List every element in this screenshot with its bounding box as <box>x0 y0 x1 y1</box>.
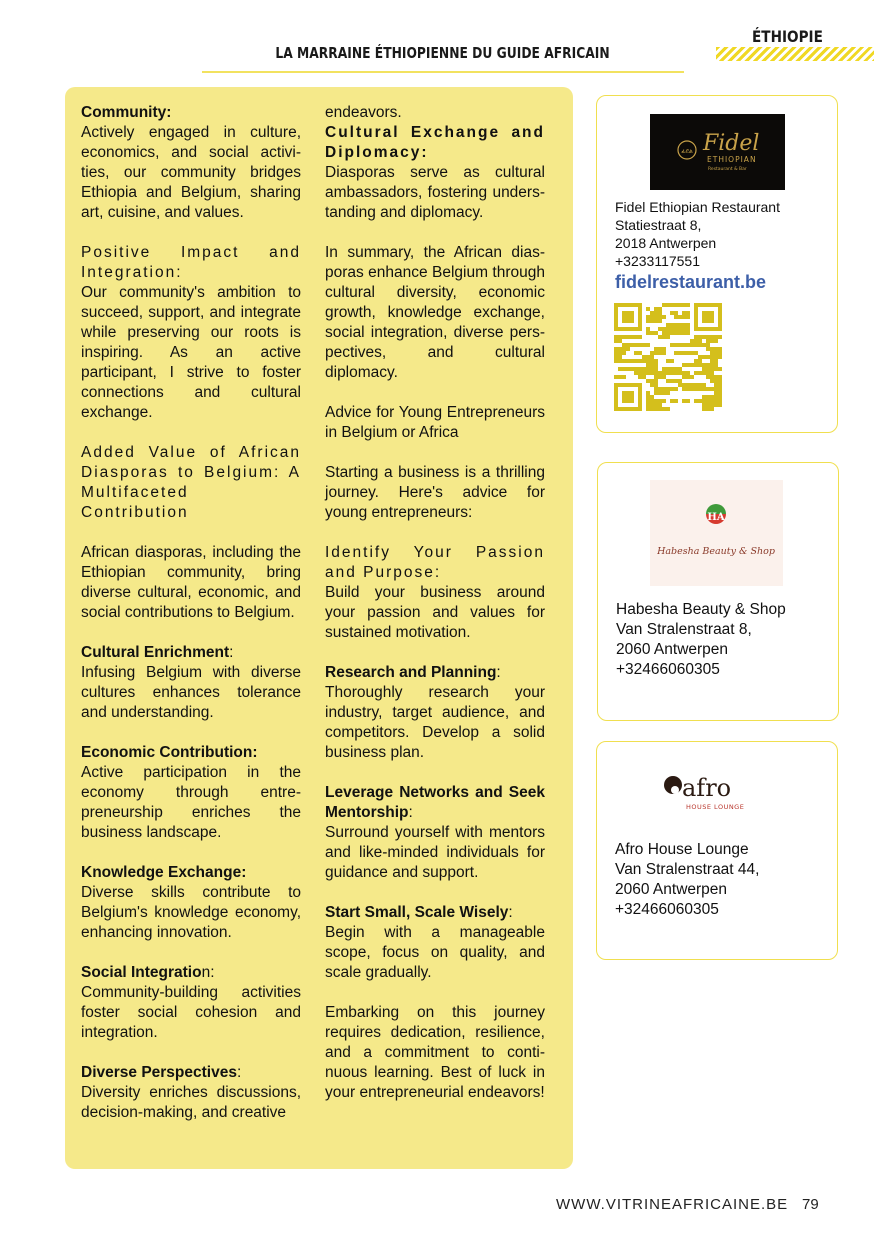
paragraph-networks: Leverage Networks and Seek Mentorship: Surround yourself with mentors and like-minded individuals for guidance and support. <box>325 784 545 881</box>
decorative-stripes <box>716 47 874 61</box>
paragraph-cultural-enrichment: Cultural Enrichment: Infusing Belgium with diverse cultures enhances tolerance and understanding. <box>81 644 301 721</box>
habesha-logo-art <box>650 480 783 586</box>
fidel-city: 2018 Antwerpen <box>615 235 717 251</box>
paragraph-start-small: Start Small, Scale Wisely: Begin with a manageable scope, focus on quality, and scale gradually. <box>325 904 545 981</box>
habesha-name: Habesha Beauty & Shop <box>616 601 786 618</box>
habesha-phone[interactable]: +32466060305 <box>616 661 720 678</box>
habesha-logo-name: Habesha Beauty & Shop <box>657 546 775 557</box>
paragraph-added-value: Added Value of African Diasporas to Belgium: A Multifaceted Contribution <box>81 444 301 521</box>
article-column-left <box>81 103 301 1143</box>
paragraph-research: Research and Planning: Thoroughly research your industry, target audience, and competitors. Develop a solid business plan. <box>325 664 545 761</box>
article-column-right <box>325 103 545 1123</box>
paragraph-starting-business: Starting a business is a thrilling journey. Here's advice for young entrepreneurs: <box>325 464 545 521</box>
fidel-contact <box>615 198 780 294</box>
afro-logo <box>660 768 750 814</box>
heading-community: Community: <box>81 104 172 121</box>
paragraph-diverse-perspectives: Diverse Perspectives: Diversity enriches discussions, decision-making, and creative <box>81 1064 301 1121</box>
footer-website-link[interactable]: WWW.VITRINEAFRICAINE.BE <box>556 1196 789 1213</box>
fidel-logo-sub: ETHIOPIAN <box>707 155 757 164</box>
fidel-phone[interactable]: +3233117551 <box>615 253 700 269</box>
section-tag: ÉTHIOPIE <box>752 27 823 46</box>
habesha-city: 2060 Antwerpen <box>616 641 729 658</box>
habesha-contact <box>616 600 786 680</box>
qr-code[interactable] <box>614 303 722 411</box>
habesha-logo <box>650 480 783 586</box>
afro-logo-art <box>660 768 750 814</box>
page-number: 79 <box>802 1196 819 1213</box>
afro-name: Afro House Lounge <box>615 841 749 858</box>
afro-logo-sub: HOUSE LOUNGE <box>686 803 745 811</box>
paragraph-passion: Identify Your Passion and Purpose: Build your business around your passion and values for sustained motivation. <box>325 544 545 641</box>
fidel-logo-art <box>650 114 785 190</box>
fidel-logo-badge: ፊደል <box>681 148 693 155</box>
paragraph-diasporas: African diasporas, including the Ethiopian community, bring diverse cultural, economic, and social contributions to Belgium. <box>81 544 301 621</box>
fidel-street: Statiestraat 8, <box>615 217 702 233</box>
afro-street: Van Stralenstraat 44, <box>615 861 760 878</box>
afro-city: 2060 Antwerpen <box>615 881 728 898</box>
fidel-website-link[interactable]: fidelrestaurant.be <box>615 272 767 292</box>
paragraph-cultural-exchange: Cultural Exchange and Diplomacy: Diasporas serve as cultural ambassadors, fostering unders-tanding and diplomacy. <box>325 124 545 221</box>
paragraph-community: Community: Actively engaged in culture, economics, and social activi-ties, our community bridges Ethiopia and Belgium, sharing art, cuisine, and values. <box>81 104 301 221</box>
afro-contact <box>615 840 759 920</box>
header-rule <box>202 71 684 73</box>
paragraph-positive-impact: Positive Impact and Integration: Our community's ambition to succeed, support, and integrate while preserving our roots is inspiring. As an active participant, I strive to foster connections and cultural exchange. <box>81 244 301 421</box>
page-header-title: LA MARRAINE ÉTHIOPIENNE DU GUIDE AFRICAIN <box>275 44 610 62</box>
habesha-street: Van Stralenstraat 8, <box>616 621 752 638</box>
paragraph-summary: In summary, the African dias-poras enhance Belgium through cultural diversity, economic growth, knowledge exchange, social integration, diverse pers-pectives, and cultural diplomacy. <box>325 244 545 381</box>
paragraph-social-integration: Social Integration: Community-building activities foster social cohesion and integration. <box>81 964 301 1041</box>
fidel-logo-small: Restaurant & Bar <box>708 167 747 172</box>
paragraph-economic-contribution: Economic Contribution: Active participation in the economy through entre-preneurship enriches the business landscape. <box>81 744 301 841</box>
paragraph-knowledge-exchange: Knowledge Exchange: Diverse skills contribute to Belgium's knowledge economy, enhancing innovation. <box>81 864 301 941</box>
afro-logo-name: afro <box>682 774 732 802</box>
afro-phone[interactable]: +32466060305 <box>615 901 719 918</box>
habesha-logo-initials: HA <box>707 512 725 523</box>
paragraph-endeavors: endeavors. <box>325 104 402 121</box>
paragraph-closing: Embarking on this journey requires dedication, resilience, and a commitment to conti-nuous learning. Best of luck in your entrepreneurial endeavors! <box>325 1004 545 1101</box>
fidel-name: Fidel Ethiopian Restaurant <box>615 199 780 215</box>
paragraph-advice-title: Advice for Young Entrepreneurs in Belgium or Africa <box>325 404 545 441</box>
fidel-logo <box>650 114 785 190</box>
fidel-logo-name: Fidel <box>703 131 760 156</box>
